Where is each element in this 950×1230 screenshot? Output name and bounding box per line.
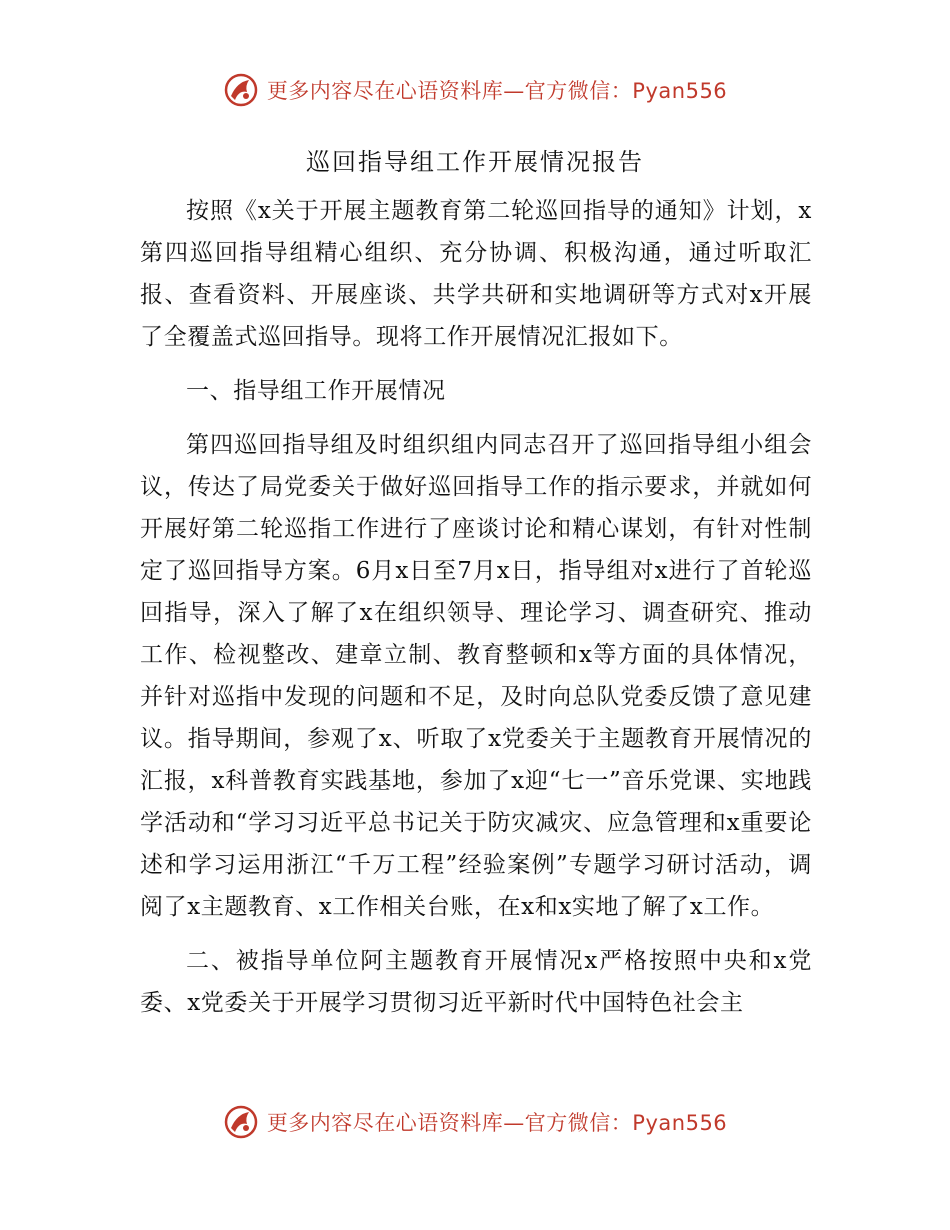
section-heading-1: 一、指导组工作开展情况 (186, 378, 446, 404)
intro-paragraph: 按照《x关于开展主题教育第二轮巡回指导的通知》计划，x第四巡回指导组精心组织、充分协调、积极沟通，通过听取汇报、查看资料、开展座谈、共学共研和实地调研等方式对x开展了全覆盖式巡回指导。现将工作开展情况汇报如下。 (140, 198, 812, 350)
watermark-text: 更多内容尽在心语资料库—官方微信：Pyan556 (266, 1111, 728, 1135)
section-2-paragraph: 二、被指导单位阿主题教育开展情况x严格按照中央和x党委、x党委关于开展学习贯彻习近平新时代中国特色社会主 (140, 948, 812, 1016)
brand-logo-icon (223, 72, 259, 108)
watermark-banner-top (0, 68, 950, 112)
brand-logo-icon (223, 1104, 259, 1140)
watermark-banner-bottom (0, 1100, 950, 1144)
watermark-text: 更多内容尽在心语资料库—官方微信：Pyan556 (266, 79, 728, 103)
section-1-paragraph: 第四巡回指导组及时组织组内同志召开了巡回指导组小组会议，传达了局党委关于做好巡回指导工作的指示要求，并就如何开展好第二轮巡指工作进行了座谈讨论和精心谋划，有针对性制定了巡回指导方案。6月x日至7月x日，指导组对x进行了首轮巡回指导，深入了解了x在组织领导、理论学习、调查研究、推动工作、检视整改、建章立制、教育整顿和x等方面的具体情况，并针对巡指中发现的问题和不足，及时向总队党委反馈了意见建议。指导期间，参观了x、听取了x党委关于主题教育开展情况的汇报，x科普教育实践基地，参加了x迎“七一”音乐党课、实地践学活动和“学习习近平总书记关于防灾减灾、应急管理和x重要论述和学习运用浙江“千万工程”经验案例”专题学习研讨活动，调阅了x主题教育、x工作相关台账，在x和x实地了解了x工作。 (140, 432, 812, 920)
document-body (140, 190, 812, 1024)
document-title: 巡回指导组工作开展情况报告 (306, 148, 644, 176)
